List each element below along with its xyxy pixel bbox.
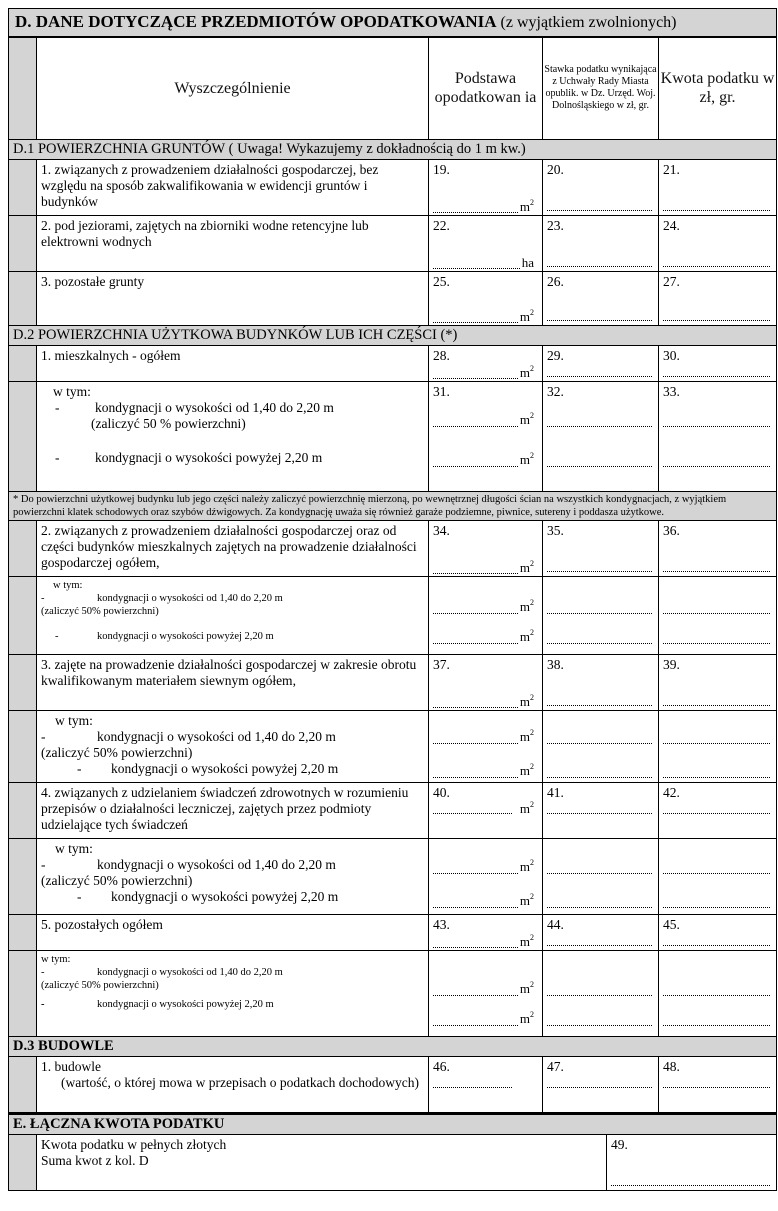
field-45[interactable]: 45. [659, 914, 777, 950]
header-amount: Kwota podatku w zł, gr. [659, 37, 777, 139]
d2-row5-sub: w tym: - kondygnacji o wysokości od 1,40 do 2,20 m (zaliczyć 50% powierzchni) - kondygnacji o wysokości powyżej 2,20 m [37, 950, 429, 1036]
e-row-desc: Kwota podatku w pełnych złotych Suma kwot z kol. D [37, 1134, 607, 1190]
field-40-sub[interactable]: $m^2$ $m^2$ [429, 838, 543, 914]
d2-row2-desc: 2. związanych z prowadzeniem działalności gospodarczej oraz od części budynków mieszkalnych zajętych na prowadzenie działalności gospodarczej ogółem, [37, 520, 429, 576]
field-35[interactable]: 35. [543, 520, 659, 576]
d2-row4-sub: w tym: - kondygnacji o wysokości od 1,40 do 2,20 m (zaliczyć 50% powierzchni) - kondygnacji o wysokości powyżej 2,20 m [37, 838, 429, 914]
field-20[interactable]: 20. [543, 159, 659, 215]
d2-row3-sub: w tym: - kondygnacji o wysokości od 1,40 do 2,20 m (zaliczyć 50% powierzchni) - kondygnacji o wysokości powyżej 2,20 m [37, 710, 429, 782]
d2-row2-sub: w tym: - kondygnacji o wysokości od 1,40 do 2,20 m (zaliczyć 50% powierzchni) - kondygnacji o wysokości powyżej 2,20 m [37, 576, 429, 654]
d2-row4-desc: 4. związanych z udzielaniem świadczeń zdrowotnych w rozumieniu przepisów o działalności leczniczej, zajętych przez podmioty udzielające tych świadczeń [37, 782, 429, 838]
field-40[interactable]: 40. $m^2$ [429, 782, 543, 838]
header-base: Podstawa opodatkowan ia [429, 37, 543, 139]
field-48[interactable]: 48. [659, 1056, 777, 1112]
section-d-title: D. DANE DOTYCZĄCE PRZEDMIOTÓW OPODATKOWANIA (z wyjątkiem zwolnionych) [9, 9, 777, 38]
field-34-sub[interactable]: $m^2$ $m^2$ [429, 576, 543, 654]
field-33[interactable]: 33. [659, 381, 777, 491]
field-35-sub[interactable] [543, 576, 659, 654]
field-38-sub[interactable] [543, 710, 659, 782]
section-d2-title: D.2 POWIERZCHNIA UŻYTKOWA BUDYNKÓW LUB ICH CZĘŚCI (*) [9, 325, 777, 345]
field-37[interactable]: 37. $m^2$ [429, 654, 543, 710]
field-39[interactable]: 39. [659, 654, 777, 710]
section-d1-title: D.1 POWIERZCHNIA GRUNTÓW ( Uwaga! Wykazujemy z dokładnością do 1 m kw.) [9, 139, 777, 159]
d2-row3-desc: 3. zajęte na prowadzenie działalności gospodarczej w zakresie obrotu kwalifikowanym materiałem siewnym ogółem, [37, 654, 429, 710]
section-e-title: E. ŁĄCZNA KWOTA PODATKU [9, 1114, 777, 1135]
section-d3-title: D.3 BUDOWLE [9, 1036, 777, 1056]
field-23[interactable]: 23. [543, 215, 659, 271]
field-19[interactable]: 19. $m^2$ [429, 159, 543, 215]
field-44-sub[interactable] [543, 950, 659, 1036]
field-31[interactable]: 31. $m^2$ $m^2$ [429, 381, 543, 491]
field-28[interactable]: 28. $m^2$ [429, 345, 543, 381]
field-34[interactable]: 34. $m^2$ [429, 520, 543, 576]
field-43[interactable]: 43. $m^2$ [429, 914, 543, 950]
field-49[interactable]: 49. [607, 1134, 777, 1190]
footnote-area: * Do powierzchni użytkowej budynku lub jego części należy zaliczyć powierzchnię mierzoną, po wewnętrznej długości ścian na wszystkich kondygnacjach, z wyjątkiem powierzchni klatek schodowych oraz szybów dźwigowych. Za kondygnację uważa się również garaże podziemne, piwnice, sutereny i poddasza użytkowe. [9, 491, 777, 520]
field-36[interactable]: 36. [659, 520, 777, 576]
d1-row1-desc: 1. związanych z prowadzeniem działalności gospodarczej, bez względu na sposób zakwalifikowania w ewidencji gruntów i budynków [37, 159, 429, 215]
d2-row5-desc: 5. pozostałych ogółem [37, 914, 429, 950]
field-24[interactable]: 24. [659, 215, 777, 271]
header-rate: Stawka podatku wynikająca z Uchwały Rady Miasta opublik. w Dz. Urzęd. Woj. Dolnośląskiego w zł, gr. [543, 37, 659, 139]
field-36-sub[interactable] [659, 576, 777, 654]
field-25[interactable]: 25. $m^2$ [429, 271, 543, 325]
d1-row3-desc: 3. pozostałe grunty [37, 271, 429, 325]
d2-row1-sub: w tym: - kondygnacji o wysokości od 1,40 do 2,20 m (zaliczyć 50 % powierzchni) - kondygnacji o wysokości powyżej 2,20 m [37, 381, 429, 491]
field-44[interactable]: 44. [543, 914, 659, 950]
d2-row1-desc: 1. mieszkalnych - ogółem [37, 345, 429, 381]
field-21[interactable]: 21. [659, 159, 777, 215]
header-spacer [9, 37, 37, 139]
field-42[interactable]: 42. [659, 782, 777, 838]
field-39-sub[interactable] [659, 710, 777, 782]
field-37-sub[interactable]: $m^2$ $m^2$ [429, 710, 543, 782]
field-38[interactable]: 38. [543, 654, 659, 710]
d3-row1-desc: 1. budowle (wartość, o której mowa w przepisach o podatkach dochodowych) [37, 1056, 429, 1112]
tax-form-section-d [8, 8, 776, 1191]
field-45-sub[interactable] [659, 950, 777, 1036]
field-26[interactable]: 26. [543, 271, 659, 325]
field-32[interactable]: 32. [543, 381, 659, 491]
field-41[interactable]: 41. [543, 782, 659, 838]
section-e-table [8, 1113, 777, 1191]
form-table [8, 8, 777, 1113]
field-29[interactable]: 29. [543, 345, 659, 381]
field-22[interactable]: 22. ha [429, 215, 543, 271]
field-41-sub[interactable] [543, 838, 659, 914]
field-43-sub[interactable]: $m^2$ $m^2$ [429, 950, 543, 1036]
field-47[interactable]: 47. [543, 1056, 659, 1112]
d1-row2-desc: 2. pod jeziorami, zajętych na zbiorniki wodne retencyjne lub elektrowni wodnych [37, 215, 429, 271]
header-desc: Wyszczególnienie [37, 37, 429, 139]
field-42-sub[interactable] [659, 838, 777, 914]
field-27[interactable]: 27. [659, 271, 777, 325]
field-30[interactable]: 30. [659, 345, 777, 381]
field-46[interactable]: 46. [429, 1056, 543, 1112]
